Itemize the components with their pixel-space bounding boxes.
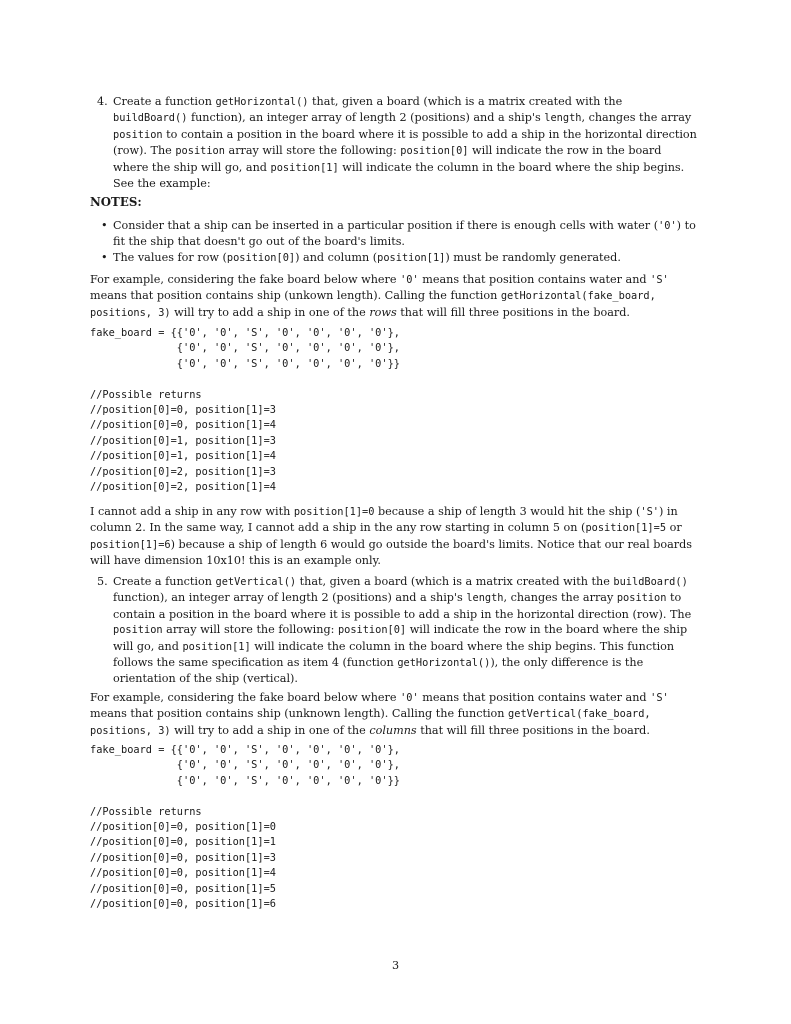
code-inline: '0' [658, 220, 677, 232]
text: Create a function [113, 575, 216, 588]
code-inline: '0' [400, 692, 419, 704]
code-inline: getHorizontal() [215, 96, 309, 108]
item-4-paragraph [97, 94, 700, 191]
notes-list [101, 218, 700, 266]
text: because a ship of length 3 would hit the ship ( [374, 505, 641, 518]
text: will indicate the row in the board where the ship will go, and [113, 623, 688, 653]
code-inline: position [113, 128, 163, 141]
code-inline: position[1]=6 [90, 538, 171, 551]
explanation-paragraph [90, 504, 700, 569]
example-2-paragraph [90, 690, 700, 739]
code-inline: getHorizontal() [397, 657, 491, 670]
text: ) because a ship of length 6 would go outside the board's limits. Notice that our real boards will have dimension 10x10! this is an example only. [90, 537, 693, 568]
code-block-1: fake_board = {{'0', '0', 'S', '0', '0', '0', '0'}, {'0', '0', 'S', '0', '0', '0', '0'}, {'0', '0', 'S', '0', '0', '0', '0'}} //Possible returns //position[0]=0, position[1]=3 //position[0]=0, position[1]=4 //position[0]=1, position[1]=3 //position[0]=1, position[1]=4 //position[0]=2, position[1]=3 //position[0]=2, position[1]=4 [90, 327, 400, 494]
code-inline: position [113, 624, 163, 637]
code-inline: position[0] [400, 145, 469, 158]
text: means that position contains water and [418, 273, 651, 286]
text: For example, considering the fake board below where [90, 691, 401, 704]
text: function), an integer array of length 2 (positions) and a ship's [187, 111, 545, 125]
text: to contain a position in the board where it is possible to add a ship in the horizontal direction (row). The [113, 591, 692, 621]
code-inline: position[1]=0 [293, 506, 375, 518]
page-number: 3 [391, 959, 400, 972]
code-inline: '0' [400, 274, 419, 286]
text: array will store the following: [224, 144, 401, 158]
item-4-number: 4. [97, 95, 108, 108]
text: to contain a position in the board where it is possible to add a ship in the horizontal direction (row). The [113, 127, 697, 158]
code-inline: 'S' [650, 692, 669, 704]
code-inline: 'S' [650, 274, 669, 286]
code-inline: position [616, 592, 667, 605]
text: means that position contains ship (unknown length). Calling the function [90, 707, 509, 721]
emphasis: rows [369, 305, 397, 319]
text: array will store the following: [162, 623, 338, 637]
text: means that position contains water and [418, 691, 651, 704]
code-inline: buildBoard() [113, 112, 188, 125]
text: ) in column 2. In the same way, I cannot add a ship in the any row starting in column 5 on ( [90, 505, 678, 535]
code-inline: position [175, 145, 225, 158]
text: ) must be randomly generated. [445, 250, 621, 264]
list-item [101, 218, 700, 250]
text: will indicate the column in the board where the ship begins. This function follows the same specification as item 4 (function [113, 639, 675, 670]
item-5-number: 5. [97, 575, 108, 588]
list-item [101, 250, 700, 266]
text: will try to add a ship in one of the [170, 305, 370, 319]
text: will indicate the column in the board where the ship begins. See the example: [113, 160, 685, 191]
text: ) and column ( [295, 250, 378, 264]
text: I cannot add a ship in any row with [90, 505, 294, 518]
code-inline: length [466, 592, 504, 605]
text: Consider that a ship can be inserted in a particular position if there is enough cells with water ( [113, 219, 659, 232]
text: will indicate the row in the board where the ship will go, and [113, 144, 662, 174]
text: ), the only difference is the orientation of the ship (vertical). [113, 656, 644, 686]
code-inline: buildBoard() [613, 576, 688, 588]
item-5-paragraph [97, 574, 700, 687]
text: that, given a board (which is a matrix created with the [308, 95, 623, 108]
text: , changes the array [503, 591, 617, 605]
text: ) to fit the ship that doesn't go out of the board's limits. [113, 219, 696, 249]
code-block-2: fake_board = {{'0', '0', 'S', '0', '0', '0', '0'}, {'0', '0', 'S', '0', '0', '0', '0'}, {'0', '0', 'S', '0', '0', '0', '0'}} //Possible returns //position[0]=0, position[1]=0 //position[0]=0, position[1]=1 //position[0]=0, position[1]=3 //position[0]=0, position[1]=4 //position[0]=0, position[1]=5 //position[0]=0, position[1]=6 [90, 744, 400, 911]
bullet-icon: • [101, 250, 108, 264]
emphasis: columns [369, 723, 417, 737]
text: The values for row ( [113, 250, 227, 264]
code-inline: 'S' [640, 506, 659, 518]
code-inline: position[1] [270, 161, 339, 174]
example-1-paragraph [90, 272, 700, 321]
text: , changes the array [581, 111, 692, 125]
text: means that position contains ship (unkown length). Calling the function [90, 289, 501, 303]
code-inline: position[0] [226, 251, 296, 264]
code-inline: length [544, 112, 582, 125]
text: that will fill three positions in the board. [416, 723, 650, 737]
text: For example, considering the fake board below where [90, 273, 401, 286]
code-inline: getHorizontal(fake_board, positions, 3) [90, 290, 656, 319]
code-inline: getVertical() [215, 576, 297, 588]
code-inline: getVertical(fake_board, positions, 3) [90, 708, 651, 737]
text: or [666, 521, 682, 535]
code-inline: position[1]=5 [585, 522, 667, 535]
notes-heading: NOTES: [90, 195, 142, 209]
text: that, given a board (which is a matrix created with the [296, 575, 614, 588]
code-inline: position[1] [377, 251, 446, 264]
code-inline: position[1] [182, 640, 251, 653]
text: that will fill three positions in the board. [396, 305, 630, 319]
code-inline: position[0] [337, 624, 407, 637]
text: will try to add a ship in one of the [170, 723, 370, 737]
bullet-icon: • [101, 219, 108, 232]
text: Create a function [113, 95, 216, 108]
text: function), an integer array of length 2 (positions) and a ship's [113, 591, 467, 605]
